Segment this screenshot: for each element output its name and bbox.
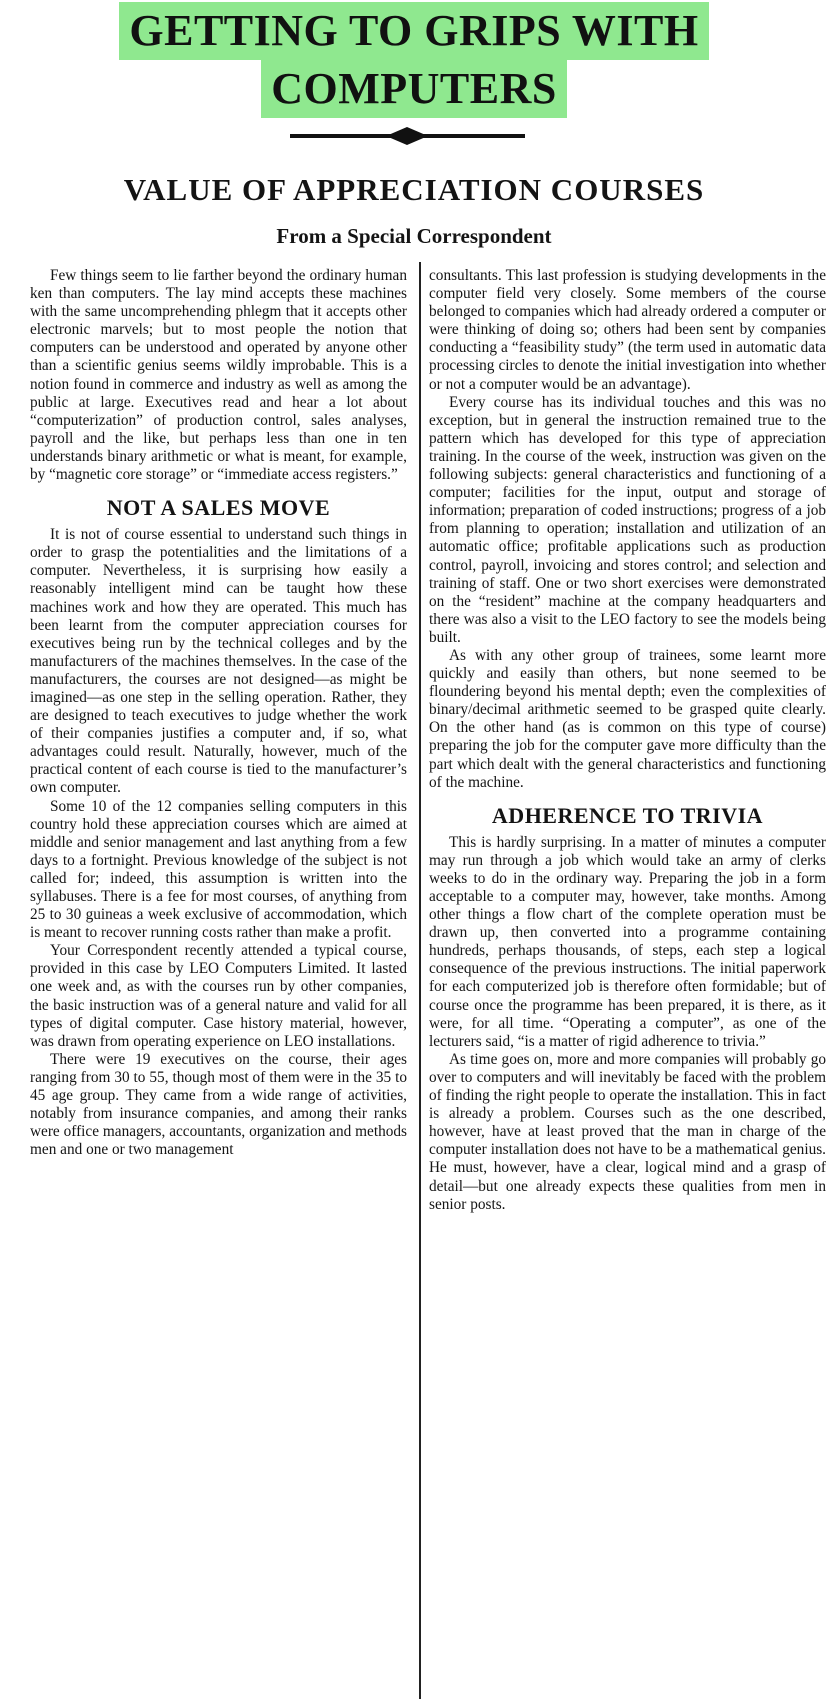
section-heading-adherence-to-trivia: ADHERENCE TO TRIVIA xyxy=(491,802,764,828)
paragraph: There were 19 executives on the course, their ages ranging from 30 to 55, though most of them were in the 35 to 45 age group. They came from a wide range of activities, notably from insurance companies, and among their ranks were office managers, accountants, organization and methods men and one or two management xyxy=(30,1050,407,1159)
paragraph: This is hardly surprising. In a matter of minutes a computer may run through a job which would take an army of clerks weeks to do in the ordinary way. Preparing the job in a form acceptable to a computer may, however, take months. Among other things a flow chart of the complete operation must be drawn up, then converted into a programme containing hundreds, perhaps thousands, of steps, each step a logical consequence of the previous instructions. The initial paperwork for each computerized job is therefore often formidable; but of course once the programme has been prepared, it is there, as it were, for all time. “Operating a computer”, as one of the lecturers said, “is a matter of rigid adherence to trivia.” xyxy=(429,833,826,1050)
paragraph: Every course has its individual touches and this was no exception, but in general the instruction remained true to the pattern which has developed for this type of appreciation training. In the course of the week, instruction was given on the following subjects: general characteristics and functioning of a computer; facilities for the input, output and storage of information; preparation of coded instructions; progress of a job from planning to operation; installation and utilization of an automatic office; profitable applications such as production control, payroll, invoicing and stores control; and selection and training of staff. One or two short exercises were demonstrated on the “resident” machine at the company headquarters and there was also a visit to the LEO factory to see the models being built. xyxy=(429,393,826,646)
article-title: VALUE OF APPRECIATION COURSES xyxy=(123,172,705,207)
right-column xyxy=(429,267,826,1703)
paragraph: Few things seem to lie farther beyond the ordinary human ken than computers. The lay mind accepts these machines with the same uncomprehending phlegm that it accepts other electronic marvels; but to most people the notion that computers can be understood and operated by anyone other than a scientific genius seems wildly improbable. This is a notion found in commerce and industry as well as among the public at large. Executives read and hear a lot about “computerization” of production control, sales analyses, payroll and the like, but perhaps less than one in ten understands binary arithmetic or what is meant, for example, by “magnetic core storage” or “immediate access registers.” xyxy=(30,267,407,484)
left-column xyxy=(30,267,407,1703)
paragraph: Your Correspondent recently attended a typical course, provided in this case by LEO Computers Limited. It lasted one week and, as with the courses run by other companies, the basic instruction was of a general nature and valid for all types of digital computer. Case history material, however, was drawn from operating experience on LEO installations. xyxy=(30,942,407,1050)
paragraph: As with any other group of trainees, some learnt more quickly and easily than others, but none seemed to be floundering beyond his mental depth; even the complexities of binary/decimal arithmetic seemed to be grasped quite clearly. On the other hand (as is common on this type of course) preparing the job for the computer gave more difficulty than the part which dealt with the general characteristics and functioning of the machine. xyxy=(429,646,826,791)
paragraph: It is not of course essential to understand such things in order to grasp the potentialities and the limitations of a computer. Nevertheless, it is surprising how easily a reasonably intelligent mind can be taught how these machines work and how they are operated. This much has been learnt from the computer appreciation courses for executives being run by the technical colleges and by the manufacturers of the machines themselves. In the case of the manufacturers, the courses are not designed—as might be imagined—as one step in the selling operation. Rather, they are designed to teach executives to judge whether the work of their companies justifies a computer and, if so, what advantages could result. Naturally, however, much of the practical content of each course is tied to the manufacturer’s own computer. xyxy=(30,526,407,797)
paragraph: Some 10 of the 12 companies selling computers in this country hold these appreciation courses which are aimed at middle and senior management and last anything from a few days to a fortnight. Previous knowledge of the subject is not called for; indeed, this assumption is written into the syllabuses. There is a fee for most courses, of anything from 25 to 30 guineas a week exclusive of accommodation, which is meant to recover running costs rather than make a profit. xyxy=(30,797,407,942)
section-heading-not-a-sales-move: NOT A SALES MOVE xyxy=(106,495,331,521)
article-byline: From a Special Correspondent xyxy=(276,224,552,248)
headline xyxy=(0,2,828,118)
paragraph-continuation: consultants. This last profession is studying developments in the computer field very closely. Some members of the course belonged to companies which had already ordered a computer or were thinking of doing so; others had been sent by companies conducting a “feasibility study” (the term used in automatic data processing circles to denote the initial investigation into whether or not a computer would be an advantage). xyxy=(429,267,826,393)
paragraph: As time goes on, more and more companies will probably go over to computers and will inevitably be faced with the problem of finding the right people to operate the installation. This in fact is already a problem. Courses such as the one described, however, have at least proved that the man in charge of the computer installation does not have to be a mathematical genius. He must, however, have a clear, logical mind and a grasp of detail—but one already expects these qualities from men in senior posts. xyxy=(429,1050,826,1213)
column-divider xyxy=(419,262,421,1699)
headline-line-1: GETTING TO GRIPS WITH xyxy=(119,2,708,60)
ornament-rule xyxy=(290,124,525,148)
headline-line-2: COMPUTERS xyxy=(261,60,567,118)
